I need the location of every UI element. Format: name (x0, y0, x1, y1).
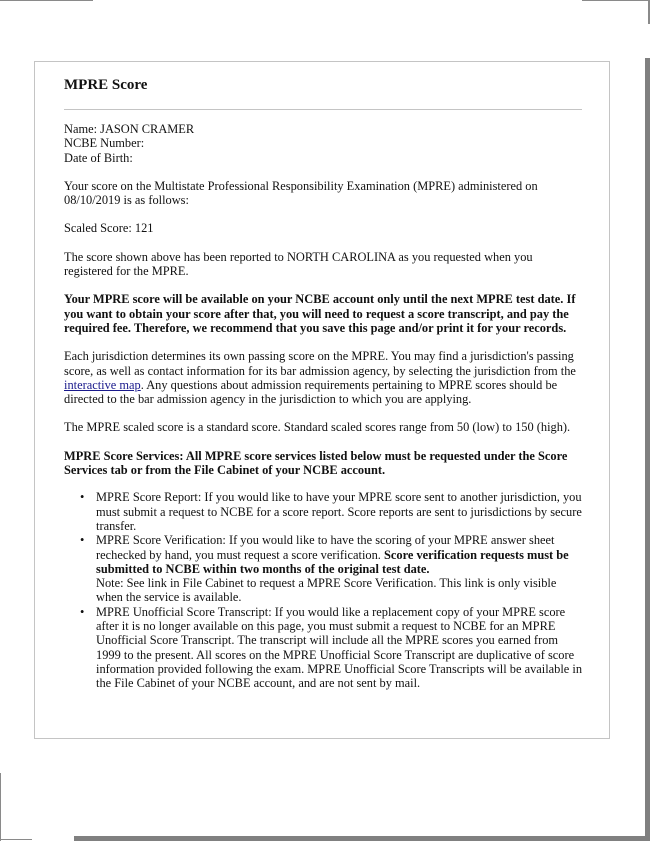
dob-label: Date of Birth: (64, 150, 133, 165)
jurisdiction-text-before: Each jurisdiction determines its own passing score on the MPRE. You may find a jurisdiction's passing score, as well as contact information for its bar admission agency, by selecting the jurisdiction from the (64, 349, 576, 378)
name-value: JASON CRAMER (100, 122, 195, 136)
scan-frame-edge (0, 773, 1, 841)
bullet-icon: • (80, 533, 85, 548)
ncbe-number-line (64, 136, 584, 150)
scan-frame-edge (0, 0, 93, 1)
title-divider (64, 109, 582, 110)
services-list (64, 490, 584, 690)
jurisdiction-info (64, 349, 584, 406)
ncbe-number-label: NCBE Number: (64, 136, 145, 151)
availability-warning: Your MPRE score will be available on your NCBE account only until the next MPRE test date. If you want to obtain your score after that, you will need to request a score transcript, and pay the required fee. Therefore, we recommend that you save this page and/or print it for your records. (64, 292, 576, 335)
scaled-score-line (64, 221, 584, 235)
service-text: MPRE Score Report: If you would like to have your MPRE score sent to another jurisdiction, you must submit a request to NCBE for a score report. Score reports are sent to jurisdictions by secure transfer. (96, 490, 582, 533)
service-item-score-report (80, 490, 584, 533)
bullet-icon: • (80, 604, 85, 619)
scan-frame-edge (0, 839, 32, 840)
service-item-score-verification (80, 533, 584, 605)
service-note: Note: See link in File Cabinet to request a MPRE Score Verification. This link is only visible when the service is available. (96, 576, 557, 605)
scale-explanation: The MPRE scaled score is a standard score. Standard scaled scores range from 50 (low) to 150 (high). (64, 420, 571, 435)
services-heading: MPRE Score Services: All MPRE score services listed below must be requested under the Score Services tab or from the File Cabinet of your NCBE account. (64, 448, 568, 478)
jurisdiction-text-after: . Any questions about admission requirements pertaining to MPRE scores should be directed to the bar admission agency in the jurisdiction to which you are applying. (64, 377, 558, 407)
dob-line (64, 151, 584, 165)
scaled-score-label: Scaled Score: (64, 221, 132, 236)
name-label: Name: (64, 122, 98, 136)
score-intro: Your score on the Multistate Professional Responsibility Examination (MPRE) administered on 08/10/2019 is as follows: (64, 178, 538, 208)
service-text: MPRE Unofficial Score Transcript: If you would like a replacement copy of your MPRE score after it is no longer available on this page, you must submit a request to NCBE for an MPRE Unofficial Score Transcript. The transcript will include all the MPRE scores you earned from 1999 to the present. All scores on the MPRE Unofficial Score Transcript are duplicative of score information provided following the exam. MPRE Unofficial Score Transcripts will be available in the File Cabinet of your NCBE account, and are not sent by mail. (96, 604, 583, 691)
bullet-icon: • (80, 490, 85, 505)
score-card (34, 61, 610, 739)
interactive-map-link[interactable]: interactive map (64, 377, 141, 392)
service-deadline-warning: Score verification requests must be submitted to NCBE within two months of the original test date. (96, 547, 569, 576)
page-shadow-right (645, 58, 650, 841)
score-content (64, 122, 584, 691)
scaled-score-value: 121 (134, 221, 154, 236)
candidate-name-line (64, 122, 584, 136)
scan-frame-edge (582, 0, 650, 1)
reported-jurisdiction-text: The score shown above has been reported to NORTH CAROLINA as you requested when you registered for the MPRE. (64, 249, 533, 279)
page-title: MPRE Score (64, 77, 148, 93)
service-text: MPRE Score Verification: If you would like to have the scoring of your MPRE answer sheet rechecked by hand, you must request a score verification. (96, 533, 555, 562)
candidate-info (64, 122, 584, 165)
service-item-unofficial-transcript (80, 604, 584, 691)
page-shadow-bottom (74, 836, 650, 841)
